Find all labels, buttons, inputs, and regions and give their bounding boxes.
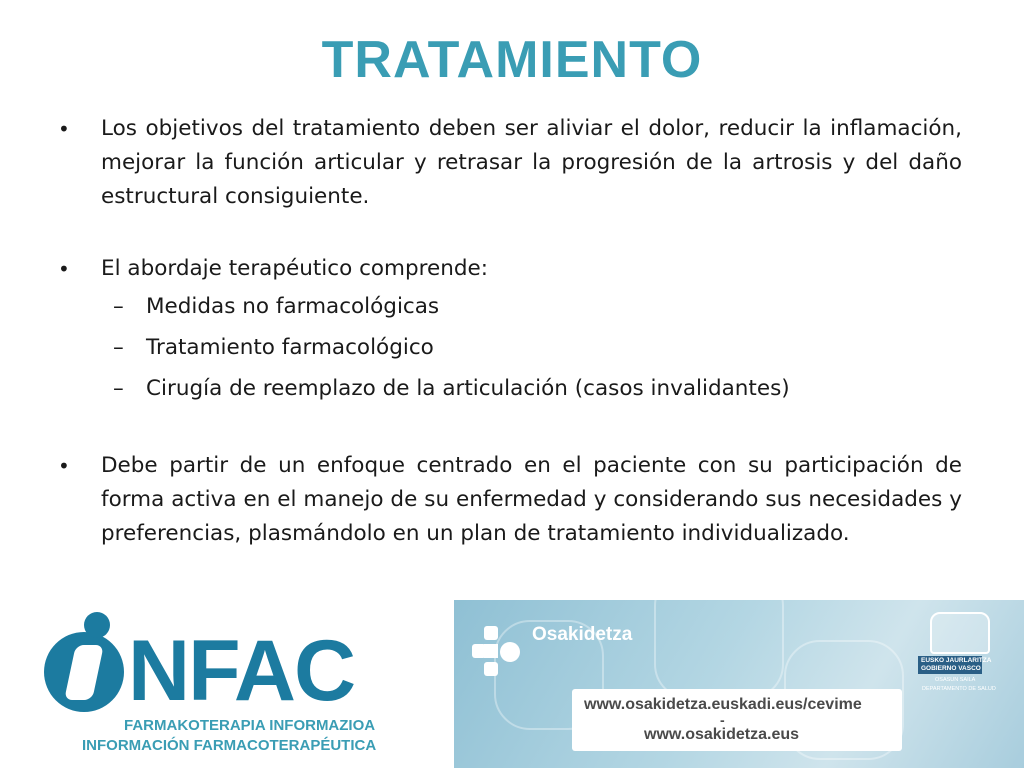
sub-item-text: Tratamiento farmacológico xyxy=(146,335,434,360)
cevime-link[interactable]: www.osakidetza.euskadi.eus/cevime xyxy=(584,696,862,713)
bullet-icon: • xyxy=(58,257,70,281)
slide-title: TRATAMIENTO xyxy=(321,31,703,89)
sub-item xyxy=(58,327,962,368)
dash-icon: – xyxy=(113,294,124,319)
bullet-item xyxy=(58,449,962,551)
bullet-icon: • xyxy=(58,117,70,141)
gov-name-spanish: GOBIERNO VASCO xyxy=(921,665,981,672)
bullet-item xyxy=(58,252,962,286)
sub-item-text: Cirugía de reemplazo de la articulación (casos invalidantes) xyxy=(146,376,790,401)
dash-icon: – xyxy=(113,335,124,360)
sub-item xyxy=(58,286,962,327)
logo-subtitle-basque: FARMAKOTERAPIA INFORMAZIOA xyxy=(124,717,376,734)
dept-name-spanish: DEPARTAMENTO DE SALUD xyxy=(922,686,996,692)
osakidetza-logo-icon xyxy=(470,624,526,680)
basque-government-crest-icon xyxy=(930,612,990,654)
dept-name-basque: OSASUN SAILA xyxy=(935,677,976,683)
sub-item xyxy=(58,368,962,409)
bullet-text: Los objetivos del tratamiento deben ser aliviar el dolor, reducir la inflamación, mejorar la función articular y retrasar la progresión de la artrosis y del daño estructural consiguiente. xyxy=(101,116,962,209)
bullet-icon: • xyxy=(58,454,70,478)
slide-content xyxy=(58,112,962,551)
logo-wordmark: NFAC xyxy=(128,623,355,719)
osakidetza-name: Osakidetza xyxy=(532,624,633,645)
osakidetza-link[interactable]: www.osakidetza.eus xyxy=(644,726,800,743)
logo-subtitle-spanish: INFORMACIÓN FARMACOTERAPÉUTICA xyxy=(82,737,377,754)
logo-i-dot-icon xyxy=(84,612,110,638)
bullet-item xyxy=(58,112,962,214)
sub-item-text: Medidas no farmacológicas xyxy=(146,294,440,319)
bullet-text: El abordaje terapéutico comprende: xyxy=(101,256,488,281)
gov-name-basque: EUSKO JAURLARITZA xyxy=(921,657,992,664)
url-separator: - xyxy=(720,712,725,728)
bullet-text: Debe partir de un enfoque centrado en el paciente con su participación de forma activa en el manejo de su enfermedad y considerando sus necesidades y preferencias, plasmándolo en un plan de tratamiento individualizado. xyxy=(101,453,962,546)
dash-icon: – xyxy=(113,376,124,401)
